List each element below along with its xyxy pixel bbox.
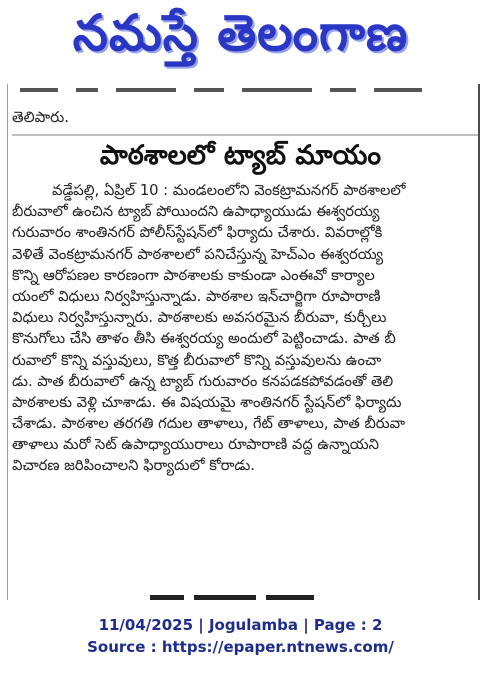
article-line: యంలో విధులు నిర్వహిస్తున్నాడు. పాఠశాల ఇన్‌చార్జిగా రూపారాణి [12,287,381,305]
article-line: చేశాడు. పాఠశాల తరగతి గదుల తాళాలు, గేట్ తాళాలు, పాత బీరువా [12,415,405,433]
article-line: తాళాలు మరో సెట్ ఉపాధ్యాయురాలు రూపారాణి వద్ద ఉన్నాయని [12,436,379,454]
article-line: కొనుగోలు చేసి తాళం తీసి ఈశ్వరయ్య అందులో పెట్టించాడు. పాత బీ [12,330,396,348]
article-line: వెళితే వెంకట్రామనగర్ పాఠశాలలో పనిచేస్తున్న హెచ్‌ఎం ఈశ్వరయ్య [12,245,384,263]
article-line: విచారణ జరిపించాలని ఫిర్యాదులో కోరాడు. [12,457,255,475]
article-line: విధులు నిర్వహిస్తున్నారు. పాఠశాలకు అవసరమైన బీరువా, కుర్చీలు [12,309,387,327]
previous-article-ending: తెలిపారు. [12,108,69,126]
article-line: పాఠశాలకు వెళ్లి చూశాడు. ఈ విషయమై శాంతినగర్ స్టేషన్‌లో ఫిర్యాదు [12,393,402,411]
section-divider [12,134,478,136]
edition-info: 11/04/2025 | Jogulamba | Page : 2 [98,616,383,634]
article-line: రువాలో కొన్ని వస్తువులు, కొత్త బీరువాలో కొన్ని వస్తువులను ఉంచా [12,351,382,369]
next-article-cut-headline [150,586,350,600]
source-link[interactable]: Source : https://epaper.ntnews.com/ [87,638,394,656]
previous-article-cut-line [20,88,460,98]
article-body [12,180,481,477]
article-line: కొన్ని ఆరోపణల కారణంగా పాఠశాలకు కాకుండా ఎంఈవో కార్యాల [12,266,375,284]
masthead [0,0,481,78]
article-headline: పాఠశాలలో ట్యాబ్ మాయం [99,140,382,171]
article-line: డు. పాత బీరువాలో ఉన్న ట్యాబ్ గురువారం కనపడకపోవడంతో తెలి [12,372,394,390]
clipping-footer [0,614,481,658]
article-line: బీరువాలో ఉంచిన ట్యాబ్ పోయిందని ఉపాధ్యాయుడు ఈశ్వరయ్య [12,203,380,221]
article-line: వడ్డేపల్లి, ఏప్రిల్ 10 : మండలంలోని వెంకట్రామనగర్ పాఠశాలలో [52,182,406,199]
newspaper-title: నమస్తే తెలంగాణ [72,3,409,62]
article-line: గురువారం శాంతినగర్ పోలీస్‌స్టేషన్‌లో ఫిర్యాదు చేశారు. వివరాల్లోకి [12,224,383,242]
